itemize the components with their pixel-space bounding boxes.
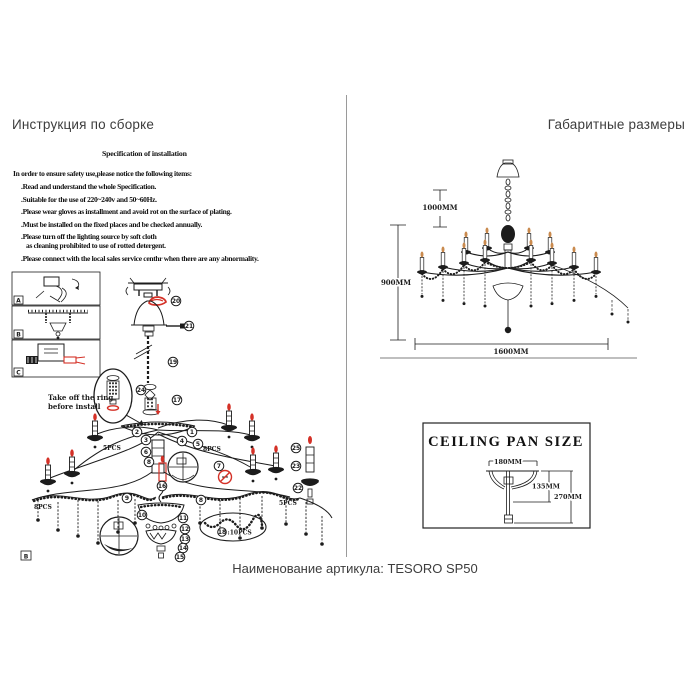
dim-drop-ball: [573, 299, 576, 302]
pan-cup-label: 135MM: [532, 482, 560, 491]
callout-7: [214, 461, 224, 471]
callout-number: 13: [180, 536, 190, 544]
dim-width-label: 1600MM: [493, 347, 529, 356]
candle-drop: [275, 478, 278, 481]
callout-number: 4: [179, 438, 185, 446]
garland-count-label: [218, 528, 252, 537]
candle-flame: [93, 413, 97, 420]
callout-24: [136, 385, 146, 395]
crystal-drop-ball: [36, 518, 40, 522]
crystal-drop-ball: [284, 522, 288, 526]
callout-number: 6: [143, 449, 149, 457]
candle-drop: [47, 490, 50, 493]
magnifier-detail-bottom: [100, 517, 138, 555]
candle-cup-rim: [245, 469, 261, 474]
spec-item: as cleaning prohibited to use of rotted detergent.: [26, 241, 166, 251]
hanging-chain: [134, 324, 185, 384]
exploded-candle: [301, 436, 319, 504]
candle-cup-rim: [64, 471, 80, 476]
dim-candle-flame: [595, 252, 598, 258]
dim-candle: [569, 247, 579, 270]
dim-height-bracket: [381, 225, 411, 340]
dim-candle-body: [594, 258, 598, 271]
dim-candle-body: [420, 258, 424, 271]
part-count-label: 8PCS: [34, 504, 52, 511]
callout-number: 8: [146, 459, 152, 467]
dim-candle-flame: [549, 232, 552, 238]
callout-number: 5: [195, 441, 201, 449]
candle-flame: [251, 447, 255, 454]
ceiling-pan-box: [415, 418, 600, 533]
dim-candle-flame: [442, 247, 445, 253]
part-count-label: 8PCS: [203, 446, 221, 453]
callout-number: 8: [198, 497, 204, 505]
left-section-title: Инструкция по сборке: [12, 117, 155, 132]
callout-5: [193, 439, 203, 449]
callout-number: 17: [172, 397, 182, 405]
canopy: [131, 293, 167, 336]
callout-20: [171, 296, 181, 306]
callout-4: [177, 436, 187, 446]
dim-candle-flame: [463, 243, 466, 249]
dim-candle-flame: [551, 243, 554, 249]
callout-23: [291, 461, 301, 471]
dim-chandelier: [493, 160, 630, 333]
dim-candle-cup-rim: [591, 270, 601, 274]
callout-number: 10: [137, 512, 147, 520]
pan-total-label: 270MM: [554, 493, 582, 501]
callout-number: 24: [136, 387, 146, 395]
callout-13: [180, 534, 190, 544]
callout-3: [141, 435, 151, 445]
candle-cup-rim: [40, 479, 56, 484]
candle-flame: [274, 445, 278, 452]
dim-candle-body: [529, 246, 533, 259]
candle: [40, 457, 56, 492]
panel-b-label: B: [16, 331, 21, 339]
dimension-diagram: [370, 140, 700, 365]
spec-item: .Must be installed on the fixed places and be checked annually.: [21, 219, 203, 229]
callout-number: 2: [134, 429, 140, 437]
candle-drop: [94, 446, 97, 449]
callout-12: [180, 524, 190, 534]
spec-item: .Read and understand the whole Specification.: [21, 182, 157, 191]
spec-item: .Please turn off the lighting source by soft cloth: [21, 232, 157, 242]
dim-candle-flame: [530, 240, 533, 246]
callout-19: [168, 357, 178, 367]
callout-16: [157, 481, 167, 491]
callout-10: [137, 510, 147, 520]
crystal-drop-ball: [320, 542, 324, 546]
crystal-drop-ball: [96, 541, 100, 545]
assembly-note-line1: Take off the ring: [48, 393, 114, 402]
footer-caption: Наименование артикула: TESORO SP50: [232, 561, 478, 576]
dim-candle-body: [483, 246, 487, 259]
candle-flame: [46, 457, 50, 464]
dim-drop-ball: [551, 302, 554, 305]
callout-22: [293, 483, 303, 493]
candle-body: [93, 421, 98, 436]
right-section-title: Габаритные размеры: [547, 117, 685, 132]
spec-item: .Please connect with the local sales service centhr when there are any abnormality.: [21, 254, 259, 264]
callout-9: [122, 493, 132, 503]
spec-item: .Suitable for the use of 220~240v and 50~60Hz.: [21, 194, 157, 204]
dim-drop-label: 1000MM: [422, 203, 458, 212]
dim-drop-ball: [484, 305, 487, 308]
dim-candle-body: [550, 249, 554, 262]
callout-number: 16: [157, 483, 167, 491]
callout-8: [144, 457, 154, 467]
callout-21: [184, 321, 194, 331]
crystal-drop-ball: [76, 534, 80, 538]
dim-drop-bracket: [423, 190, 458, 227]
candle-body: [70, 457, 75, 472]
panel-c: [12, 340, 100, 377]
candle-drop: [71, 482, 74, 485]
crystal-drop-ball: [56, 528, 60, 532]
candle-drop: [252, 480, 255, 483]
crystal-drop-ball: [116, 530, 120, 534]
spec-title: Specification of installation: [102, 149, 187, 158]
crystal-drop-ball: [238, 536, 242, 540]
dim-height-label: 900MM: [380, 278, 412, 287]
spec-intro: In order to ensure safety use,please notice the following items:: [13, 169, 192, 178]
dim-width-bracket: [415, 338, 608, 356]
dim-drop-ball: [530, 305, 533, 308]
callout-number: 3: [143, 437, 149, 445]
dim-candle-body: [441, 253, 445, 266]
crystal-drop-ball: [198, 521, 202, 525]
callout-number: 22: [293, 485, 303, 493]
callout-number: 15: [175, 554, 185, 562]
dim-drop-ball: [421, 295, 424, 298]
dim-candle: [591, 252, 601, 275]
prohibition-mark: [219, 471, 232, 484]
candle-cup-rim: [221, 425, 237, 430]
candle-body: [274, 453, 279, 468]
candle-body: [227, 411, 232, 426]
magnifier-detail-center: [168, 452, 198, 482]
callout-number: 23: [291, 463, 301, 471]
corner-label-box: [21, 551, 31, 560]
candle: [268, 445, 284, 480]
callout-17: [172, 395, 182, 405]
candle: [221, 403, 237, 438]
callout-11: [178, 513, 188, 523]
pan-width-label: 180MM: [494, 458, 522, 466]
mid-arms: [50, 420, 275, 478]
callout-number: 25: [291, 445, 301, 453]
crystal-drop-ball: [133, 521, 137, 525]
callout-number: 7: [216, 463, 222, 471]
panel-a-label: A: [16, 297, 21, 305]
candle-body: [46, 465, 51, 480]
corner-label: B: [23, 553, 29, 561]
dim-candle-body: [572, 253, 576, 266]
dim-candle-flame: [465, 232, 468, 238]
crystal-drop-ball: [260, 526, 264, 530]
candle-cup-rim: [268, 467, 284, 472]
callout-number: 1: [189, 429, 195, 437]
dim-arm: [464, 263, 508, 269]
candle-body: [251, 455, 256, 470]
candle-flame: [70, 449, 74, 456]
candle: [244, 413, 260, 448]
callout-number: 11: [178, 515, 188, 523]
callout-number: 20: [171, 298, 181, 306]
assembly-diagram: [0, 268, 350, 568]
part-count-label: 5PCS: [279, 500, 297, 507]
callout-8: [196, 495, 206, 505]
callout-number: 19: [168, 359, 178, 367]
callout-2: [132, 427, 142, 437]
candle-drop: [228, 436, 231, 439]
part-count-label: 5PCS: [103, 445, 121, 452]
dim-drop-ball: [595, 295, 598, 298]
assembly-note-line2: before install: [48, 402, 101, 411]
callout-14: [178, 543, 188, 553]
spec-item-list: [21, 183, 259, 268]
callout-6: [141, 447, 151, 457]
candle-flame: [250, 413, 254, 420]
callout-number: 14: [178, 545, 188, 553]
crystal-drop-ball: [304, 532, 308, 536]
panel-b: [12, 306, 100, 339]
dim-candle-flame: [573, 247, 576, 253]
dim-candle-flame: [484, 240, 487, 246]
callout-25: [291, 443, 301, 453]
spec-item: .Please wear gloves as installment and avoid rot on the surface of plating.: [21, 207, 232, 217]
red-candle-highlight: [159, 456, 166, 481]
candle-flame: [227, 403, 231, 410]
callout-number: 9: [124, 495, 130, 503]
candle-body: [250, 421, 255, 436]
dim-candle-flame: [528, 228, 531, 234]
garland-detail-oval: [200, 513, 266, 541]
dim-candle: [438, 247, 448, 270]
callout-number: 18: [217, 529, 227, 537]
dim-swag: [485, 262, 531, 268]
candle: [87, 413, 103, 448]
candle-cup-rim: [87, 435, 103, 440]
panel-c-label: C: [16, 369, 21, 377]
ceiling-pan-title: CEILING PAN SIZE: [428, 434, 584, 450]
callout-number: 21: [184, 323, 194, 331]
dim-drop-ball: [463, 302, 466, 305]
garland-count-text: :10PCS: [227, 529, 252, 537]
dim-candle-flame: [421, 252, 424, 258]
dim-candle: [417, 252, 427, 275]
panel-a: [12, 272, 100, 305]
dim-candle-body: [462, 249, 466, 262]
dim-candle-flame: [486, 228, 489, 234]
callout-number: 12: [180, 526, 190, 534]
dim-drop-ball: [442, 299, 445, 302]
callout-1: [187, 427, 197, 437]
candle-cup-rim: [244, 435, 260, 440]
